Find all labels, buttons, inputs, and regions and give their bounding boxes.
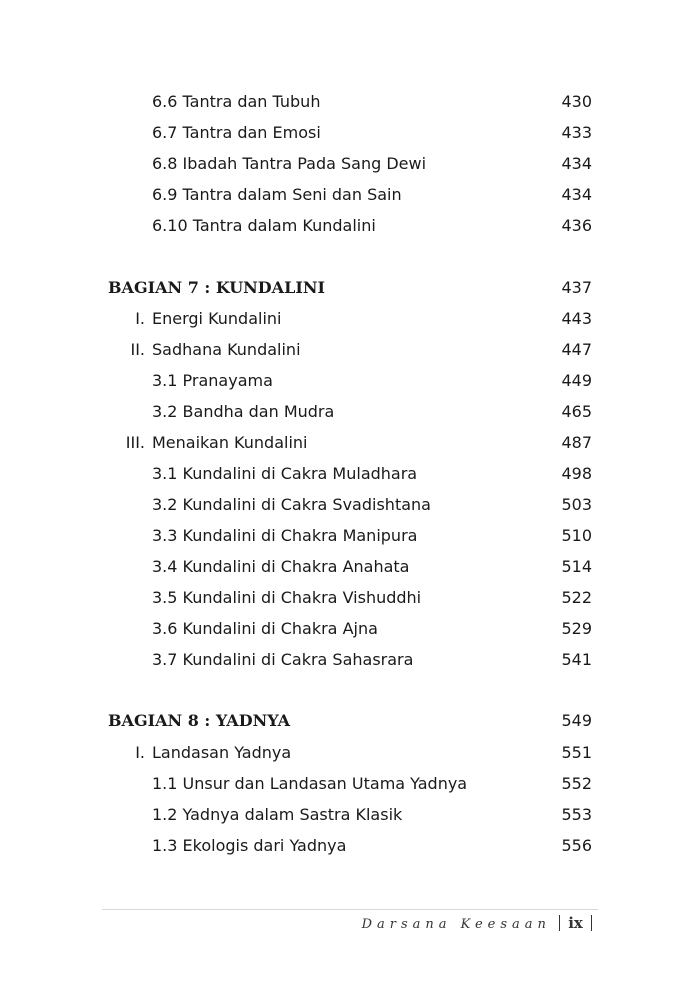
toc-entry-label: 1.3 Ekologis dari Yadnya: [152, 836, 347, 855]
toc-entry-page: 498: [561, 464, 592, 483]
toc-entry-label: 3.6 Kundalini di Chakra Ajna: [152, 619, 378, 638]
toc-entry-page: 556: [561, 836, 592, 855]
toc-entry-page: 430: [561, 92, 592, 111]
toc-entry: [0, 616, 700, 642]
toc-entry-label: Sadhana Kundalini: [152, 340, 301, 359]
toc-entry-label: 3.2 Bandha dan Mudra: [152, 402, 335, 421]
toc-entry-label: 6.6 Tantra dan Tubuh: [152, 92, 321, 111]
toc-entry-label: 6.9 Tantra dalam Seni dan Sain: [152, 185, 402, 204]
toc-entry-label: 3.1 Kundalini di Cakra Muladhara: [152, 464, 418, 483]
toc-entry-page: 549: [561, 711, 592, 730]
toc-entry-label: 6.8 Ibadah Tantra Pada Sang Dewi: [152, 154, 427, 173]
roman-numeral: III.: [125, 433, 145, 452]
footer-separator: [591, 915, 592, 931]
toc-entry: [0, 151, 700, 177]
toc-entry: [0, 554, 700, 580]
toc-entry-page: 552: [561, 774, 592, 793]
toc-entry-page: 522: [561, 588, 592, 607]
toc-entry-label: 3.1 Pranayama: [152, 371, 273, 390]
toc-entry: [0, 771, 700, 797]
toc-entry-label: 6.10 Tantra dalam Kundalini: [152, 216, 376, 235]
toc-entry-page: 437: [561, 278, 592, 297]
toc-section-heading: [0, 275, 700, 301]
toc-entry-label: Menaikan Kundalini: [152, 433, 308, 452]
toc-entry-page: 433: [561, 123, 592, 142]
section-heading-label: BAGIAN 8 : YADNYA: [108, 711, 290, 730]
toc-entry-page: 443: [561, 309, 592, 328]
toc-chapter: [0, 430, 700, 456]
toc-entry-page: 510: [561, 526, 592, 545]
toc-entry: [0, 492, 700, 518]
toc-entry: [0, 182, 700, 208]
toc-entry-label: 1.2 Yadnya dalam Sastra Klasik: [152, 805, 403, 824]
toc-entry: [0, 585, 700, 611]
toc-entry-label: 3.5 Kundalini di Chakra Vishuddhi: [152, 588, 422, 607]
toc-chapter: [0, 740, 700, 766]
toc-entry: [0, 461, 700, 487]
section-heading-label: BAGIAN 7 : KUNDALINI: [108, 278, 325, 297]
toc-entry-page: 434: [561, 185, 592, 204]
roman-numeral: I.: [135, 309, 145, 328]
roman-numeral: I.: [135, 743, 145, 762]
toc-entry-label: 6.7 Tantra dan Emosi: [152, 123, 321, 142]
toc-entry-page: 551: [561, 743, 592, 762]
toc-entry: [0, 399, 700, 425]
toc-entry-page: 465: [561, 402, 592, 421]
toc-entry: [0, 213, 700, 239]
toc-entry-page: 434: [561, 154, 592, 173]
toc-entry: [0, 647, 700, 673]
toc-entry-page: 503: [561, 495, 592, 514]
toc-entry: [0, 368, 700, 394]
page-number: ix: [568, 914, 583, 932]
toc-entry-label: 3.3 Kundalini di Chakra Manipura: [152, 526, 418, 545]
toc-entry-page: 449: [561, 371, 592, 390]
roman-numeral: II.: [130, 340, 145, 359]
toc-entry: [0, 89, 700, 115]
toc-section-heading: [0, 708, 700, 734]
toc-entry: [0, 523, 700, 549]
toc-entry-page: 529: [561, 619, 592, 638]
toc-entry-label: 3.7 Kundalini di Cakra Sahasrara: [152, 650, 414, 669]
toc-chapter: [0, 337, 700, 363]
toc-entry: [0, 833, 700, 859]
toc-chapter: [0, 306, 700, 332]
toc-entry: [0, 802, 700, 828]
running-footer: [362, 912, 596, 934]
toc-entry-label: 3.2 Kundalini di Cakra Svadishtana: [152, 495, 431, 514]
book-title: Darsana Keesaan: [361, 917, 551, 932]
toc-entry-label: 1.1 Unsur dan Landasan Utama Yadnya: [152, 774, 468, 793]
toc-entry-label: Landasan Yadnya: [152, 743, 292, 762]
toc-entry-page: 487: [561, 433, 592, 452]
toc-entry-page: 553: [561, 805, 592, 824]
toc-entry-label: 3.4 Kundalini di Chakra Anahata: [152, 557, 410, 576]
footer-divider: [102, 909, 598, 910]
toc-entry-label: Energi Kundalini: [152, 309, 282, 328]
toc-entry: [0, 120, 700, 146]
toc-entry-page: 436: [561, 216, 592, 235]
toc-entry-page: 447: [561, 340, 592, 359]
toc-entry-page: 514: [561, 557, 592, 576]
toc-entry-page: 541: [561, 650, 592, 669]
footer-separator: [559, 915, 560, 931]
